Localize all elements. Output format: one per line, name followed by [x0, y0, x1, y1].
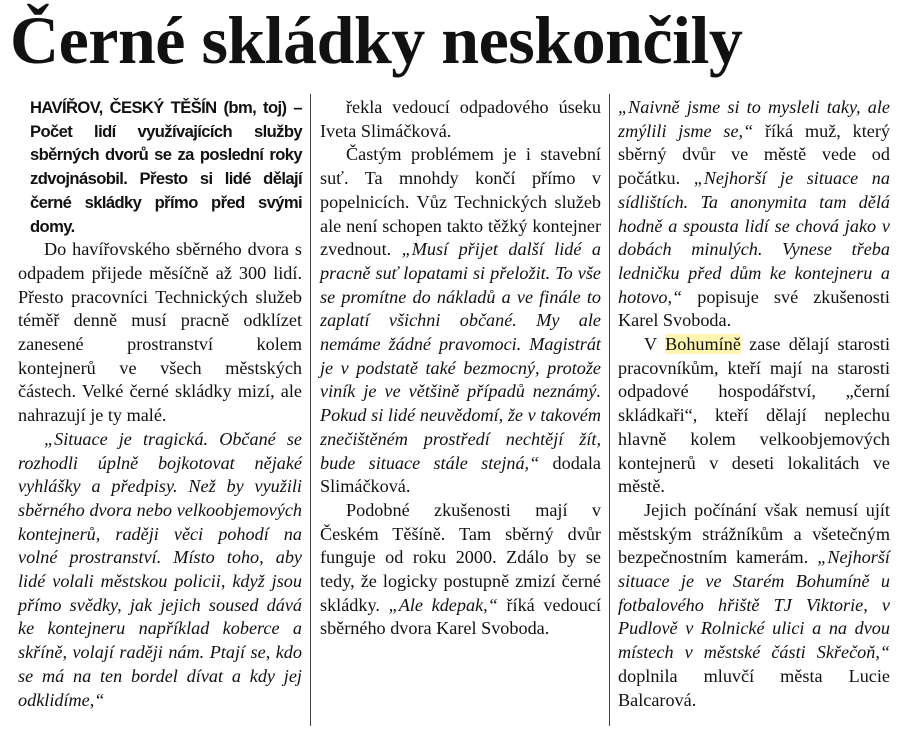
column-divider — [609, 94, 610, 726]
article-column-1 — [18, 96, 302, 726]
article-column-3 — [618, 96, 890, 726]
quote: „Naivně jsme si to mysleli taky, ale zmýlili jsme se,“ — [618, 97, 890, 141]
text-span: Častým problémem je i stavební suť. Ta mnohdy končí přímo v popelnicích. Vůz Technických služeb ale není schopen takto těžký kontejner zvednout. — [320, 144, 601, 260]
quote: „Nejhorší situace je ve Starém Bohumíně u fotbalového hřiště TJ Viktorie, v Pudlově v Rolnické ulici a na dvou místech v městské části Skřečoň,“ — [618, 547, 890, 663]
quote: „Situace je tragická. Občané se rozhodli úplně bojkotovat nějaké vyhlášky a předpisy. Než by využili sběrného dvora nebo velkoobjemových kontejnerů, raději věci pohodí na volné prostranství. Místo toho, aby lidé volali městskou policii, když jsou přímo svědky, jak jejich soused dává ke kontejneru například koberce a skříně, volají raději nám. Ptají se, kdo se má na ten bordel dívat a kdy jej odklidíme,“ — [18, 428, 302, 710]
text-span: zase dělají starosti pracovníkům, kteří mají na starosti odpadové hospodářství, „černí skládkaři“, kteří dělají neplechu hlavně kolem velkoobjemových kontejnerů v deseti lokalitách ve městě. — [618, 334, 891, 497]
quote-attribution: dodala Slimáčková. — [320, 452, 601, 497]
article-column-2 — [320, 96, 601, 726]
body-paragraph — [320, 96, 601, 143]
body-paragraph: Do havířovského sběrného dvora s odpadem přijede měsíčně až 300 lidí. Přesto pracovníci Technických služeb téměř denně musí pracně odklízet zanesené prostranství kolem kontejnerů ve všech městských částech. Velké černé skládky mizí, ale nahrazují je ty malé. — [18, 239, 302, 426]
body-paragraph — [618, 499, 890, 712]
quote: „Musí přijet další lidé a pracně suť lopatami si přeložit. To vše se promítne do nákladů a ve finále to zaplatí všichni občané. My ale nemáme žádné pravomoci. Magistrát je v podstatě také bezmocný, protože viník je ve většině případů neznámý. Pokud si lidé neuvědomí, že v takovém znečištěném prostředí nechtějí žít, bude situace stále stejná,“ — [320, 239, 601, 473]
lead-paragraph: HAVÍŘOV, ČESKÝ TĚŠÍN (bm, toj) – Počet lidí využívajících služby sběrných dvorů se za poslední roky zdvojnásobil. Přesto si lidé dělají černé skládky přímo před svými domy. — [30, 98, 302, 236]
quote-attribution: doplnila mluvčí města Lucie Balcarová. — [618, 665, 890, 710]
headline: Černé skládky neskončily — [10, 2, 743, 78]
column-divider — [310, 94, 311, 726]
quote-attribution: řekla vedoucí odpadového úseku Iveta Slimáčková. — [320, 97, 601, 141]
body-paragraph — [18, 428, 302, 712]
text-span: V — [644, 334, 666, 355]
text-span: Jejich počínání však nemusí ujít městským strážníkům a všetečným bezpečnostním kamerám. — [618, 499, 890, 568]
quote-attribution: říká vedoucí sběrného dvora Karel Svoboda. — [320, 594, 601, 639]
body-paragraph — [320, 143, 601, 499]
quote-attribution: popisuje své zkušenosti Karel Svoboda. — [618, 286, 890, 331]
quote: „Ale kdepak,“ — [388, 594, 498, 615]
quote: „Nejhorší je situace na sídlištích. Ta anonymita tam dělá hodně a spousta lidí se chová jako v dobách minulých. Vynese třeba ledničku před dům ke kontejneru a hotovo,“ — [618, 168, 890, 307]
body-paragraph — [618, 96, 890, 333]
body-paragraph — [618, 333, 890, 499]
highlighted-place: Bohumíně — [665, 334, 741, 355]
text-span: říká muž, který sběrný dvůr ve městě vede od počátku. — [618, 120, 890, 189]
body-paragraph — [320, 499, 601, 641]
text-span: Podobné zkušenosti mají v Českém Těšíně. Tam sběrný dvůr funguje od roku 2000. Zdálo by se tedy, že logicky postupně zmizí černé skládky. — [320, 499, 601, 615]
